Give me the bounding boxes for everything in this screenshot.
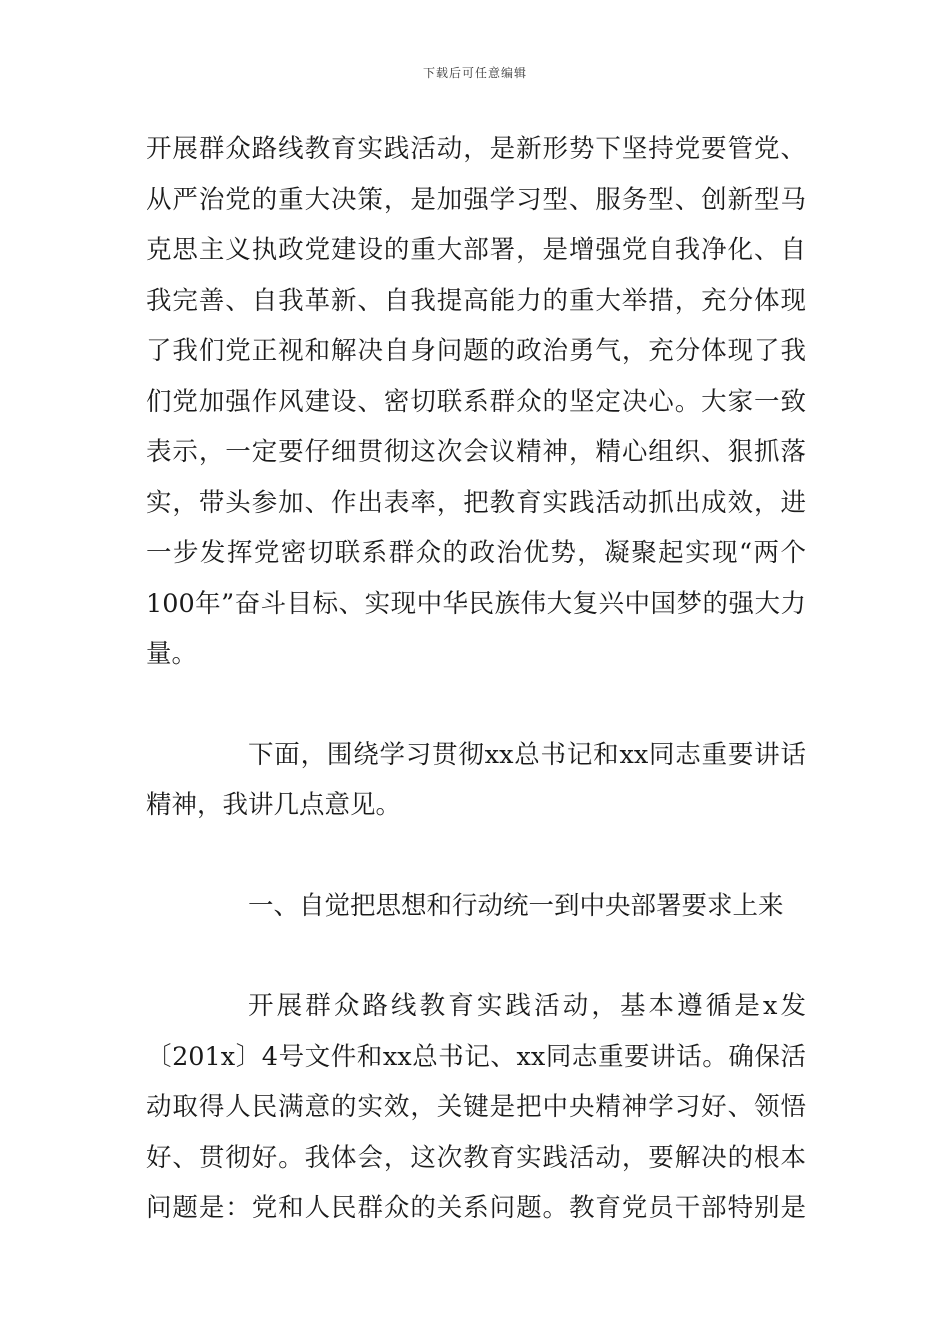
document-body [146, 124, 806, 1234]
paragraph-1 [146, 124, 806, 680]
paragraph-line: 开展群众路线教育实践活动，是新形势下坚持党要管党、 [146, 134, 806, 164]
paragraph-line: 精神，我讲几点意见。 [146, 790, 402, 820]
paragraph-line: 实，带头参加、作出表率，把教育实践活动抓出成效，进 [146, 487, 806, 518]
paragraph-line: 我完善、自我革新、自我提高能力的重大举措，充分体现 [146, 285, 806, 316]
paragraph-line: 一步发挥党密切联系群众的政治优势，凝聚起实现“两个 [146, 538, 806, 568]
paragraph-line: 量。 [146, 639, 198, 669]
paragraph-spacer [146, 680, 806, 730]
paragraph-line: 从严治党的重大决策，是加强学习型、服务型、创新型马 [146, 184, 806, 215]
paragraph-3 [146, 981, 806, 1234]
paragraph-line: 动取得人民满意的实效，关键是把中央精神学习好、领悟 [146, 1092, 806, 1122]
paragraph-spacer [146, 831, 806, 881]
section-heading: 一、自觉把思想和行动统一到中央部署要求上来 [248, 890, 784, 921]
page-header-note: 下载后可任意编辑 [422, 66, 527, 80]
paragraph-line: 克思主义执政党建设的重大部署，是增强党自我净化、自 [146, 235, 806, 265]
paragraph-line: 表示，一定要仔细贯彻这次会议精神，精心组织、狠抓落 [146, 437, 806, 467]
paragraph-2 [146, 730, 806, 831]
paragraph-line: 好、贯彻好。我体会，这次教育实践活动，要解决的根本 [146, 1142, 806, 1173]
paragraph-line: 问题是：党和人民群众的关系问题。教育党员干部特别是 [146, 1193, 806, 1223]
paragraph-line: 们党加强作风建设、密切联系群众的坚定决心。大家一致 [146, 386, 806, 417]
paragraph-line: 〔201x〕4号文件和xx总书记、xx同志重要讲话。确保活 [146, 1041, 806, 1072]
paragraph-line: 下面，围绕学习贯彻xx总书记和xx同志重要讲话 [248, 739, 806, 770]
paragraph-line: 了我们党正视和解决自身问题的政治勇气，充分体现了我 [146, 336, 806, 366]
paragraph-line: 100年”奋斗目标、实现中华民族伟大复兴中国梦的强大力 [146, 588, 806, 619]
paragraph-line: 开展群众路线教育实践活动，基本遵循是x发 [248, 991, 806, 1021]
paragraph-spacer [146, 931, 806, 981]
